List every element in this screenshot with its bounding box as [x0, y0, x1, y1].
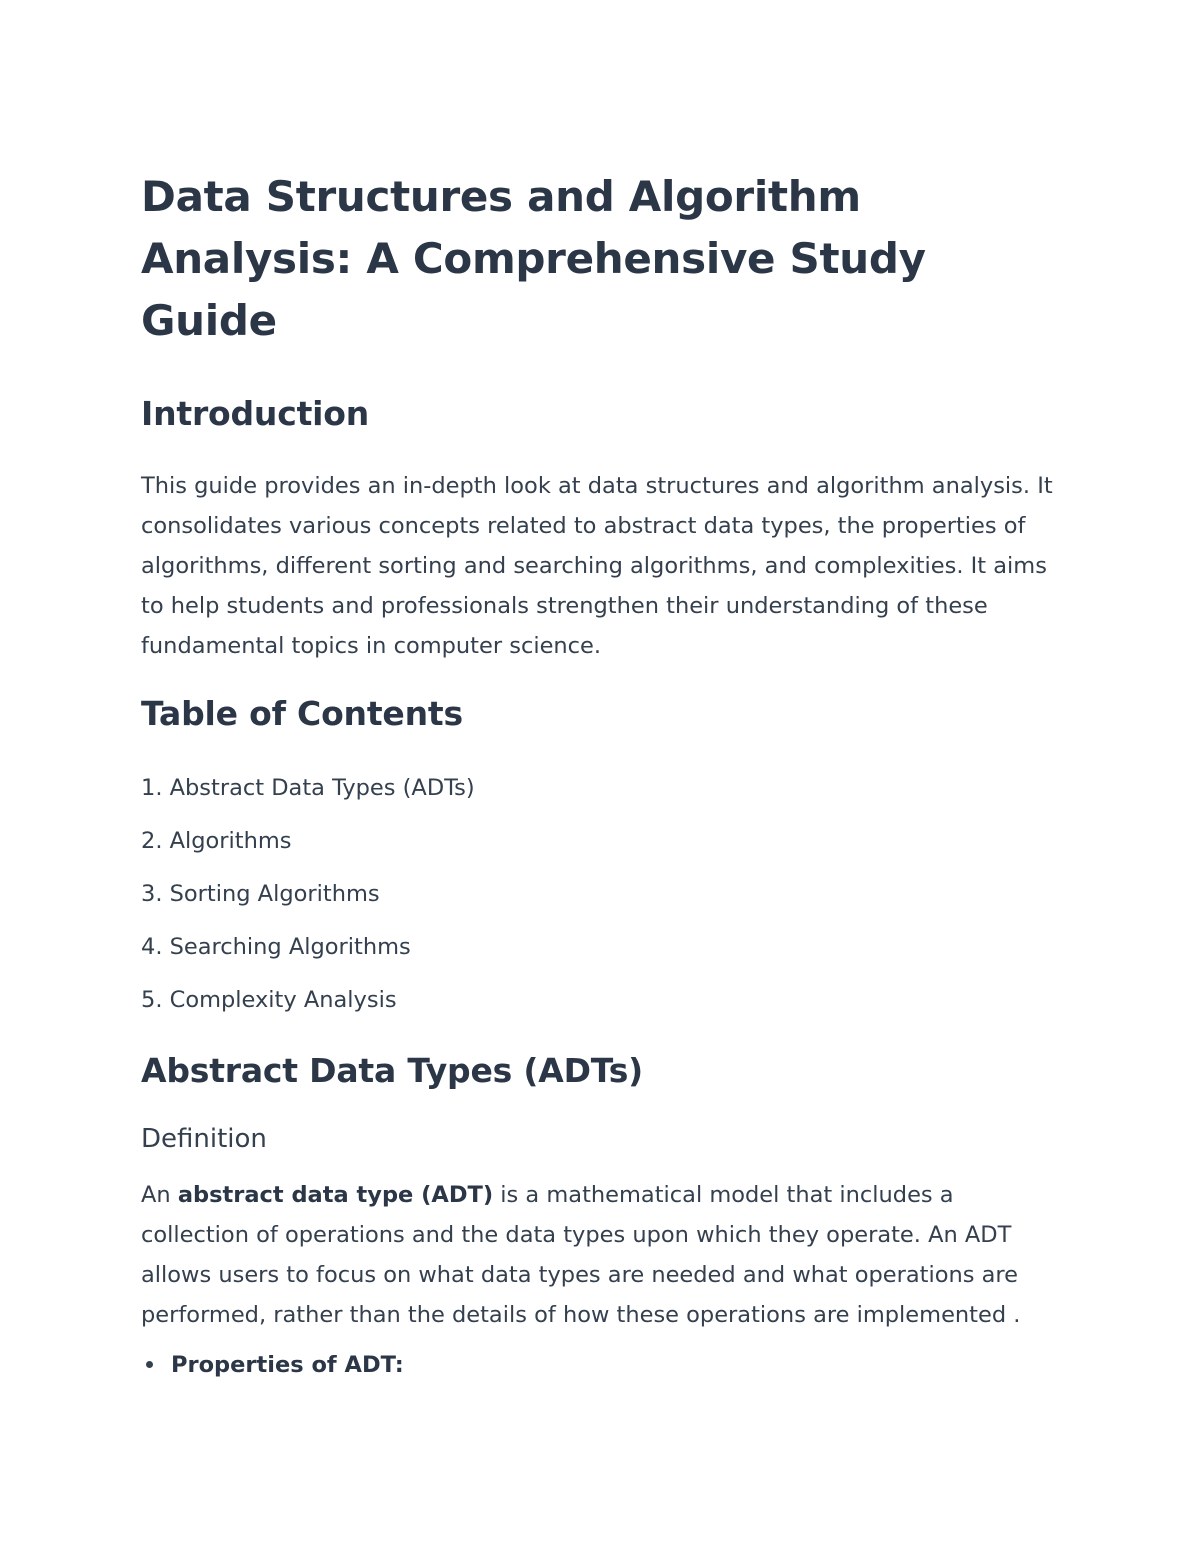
toc-item-searching[interactable]: 4. Searching Algorithms — [141, 934, 411, 960]
introduction-heading: Introduction — [141, 394, 370, 433]
toc-item-sorting[interactable]: 3. Sorting Algorithms — [141, 881, 380, 907]
bullet-dot-icon — [146, 1361, 153, 1368]
adt-bullet-list — [141, 1345, 1060, 1385]
definition-term: abstract data type (ADT) — [177, 1182, 494, 1208]
definition-prefix: An — [141, 1182, 178, 1208]
adt-heading: Abstract Data Types (ADTs) — [141, 1051, 644, 1090]
introduction-paragraph: This guide provides an in-depth look at data structures and algorithm analysis. It consolidates various concepts related to abstract data types, the properties of algorithms, different sorting and searching algorithms, and complexities. It aims to help students and professionals strengthen their understanding of these fundamental topics in computer science. — [141, 473, 1053, 659]
definition-rest: is a mathematical model that includes a collection of operations and the data types upon which they operate. An ADT allows users to focus on what data types are needed and what operations are performed, rather than the details of how these operations are implemented . — [141, 1182, 1021, 1328]
toc-heading: Table of Contents — [141, 694, 463, 733]
definition-heading: Definition — [141, 1124, 267, 1154]
properties-label: Properties of ADT: — [171, 1352, 404, 1378]
toc-item-algorithms[interactable]: 2. Algorithms — [141, 828, 292, 854]
definition-paragraph — [141, 1175, 1060, 1335]
list-item — [141, 1345, 1060, 1385]
table-of-contents — [141, 762, 1060, 1027]
toc-item-adts[interactable]: 1. Abstract Data Types (ADTs) — [141, 775, 475, 801]
toc-item-complexity[interactable]: 5. Complexity Analysis — [141, 987, 397, 1013]
document-title: Data Structures and Algorithm Analysis: A Comprehensive Study Guide — [141, 172, 926, 345]
